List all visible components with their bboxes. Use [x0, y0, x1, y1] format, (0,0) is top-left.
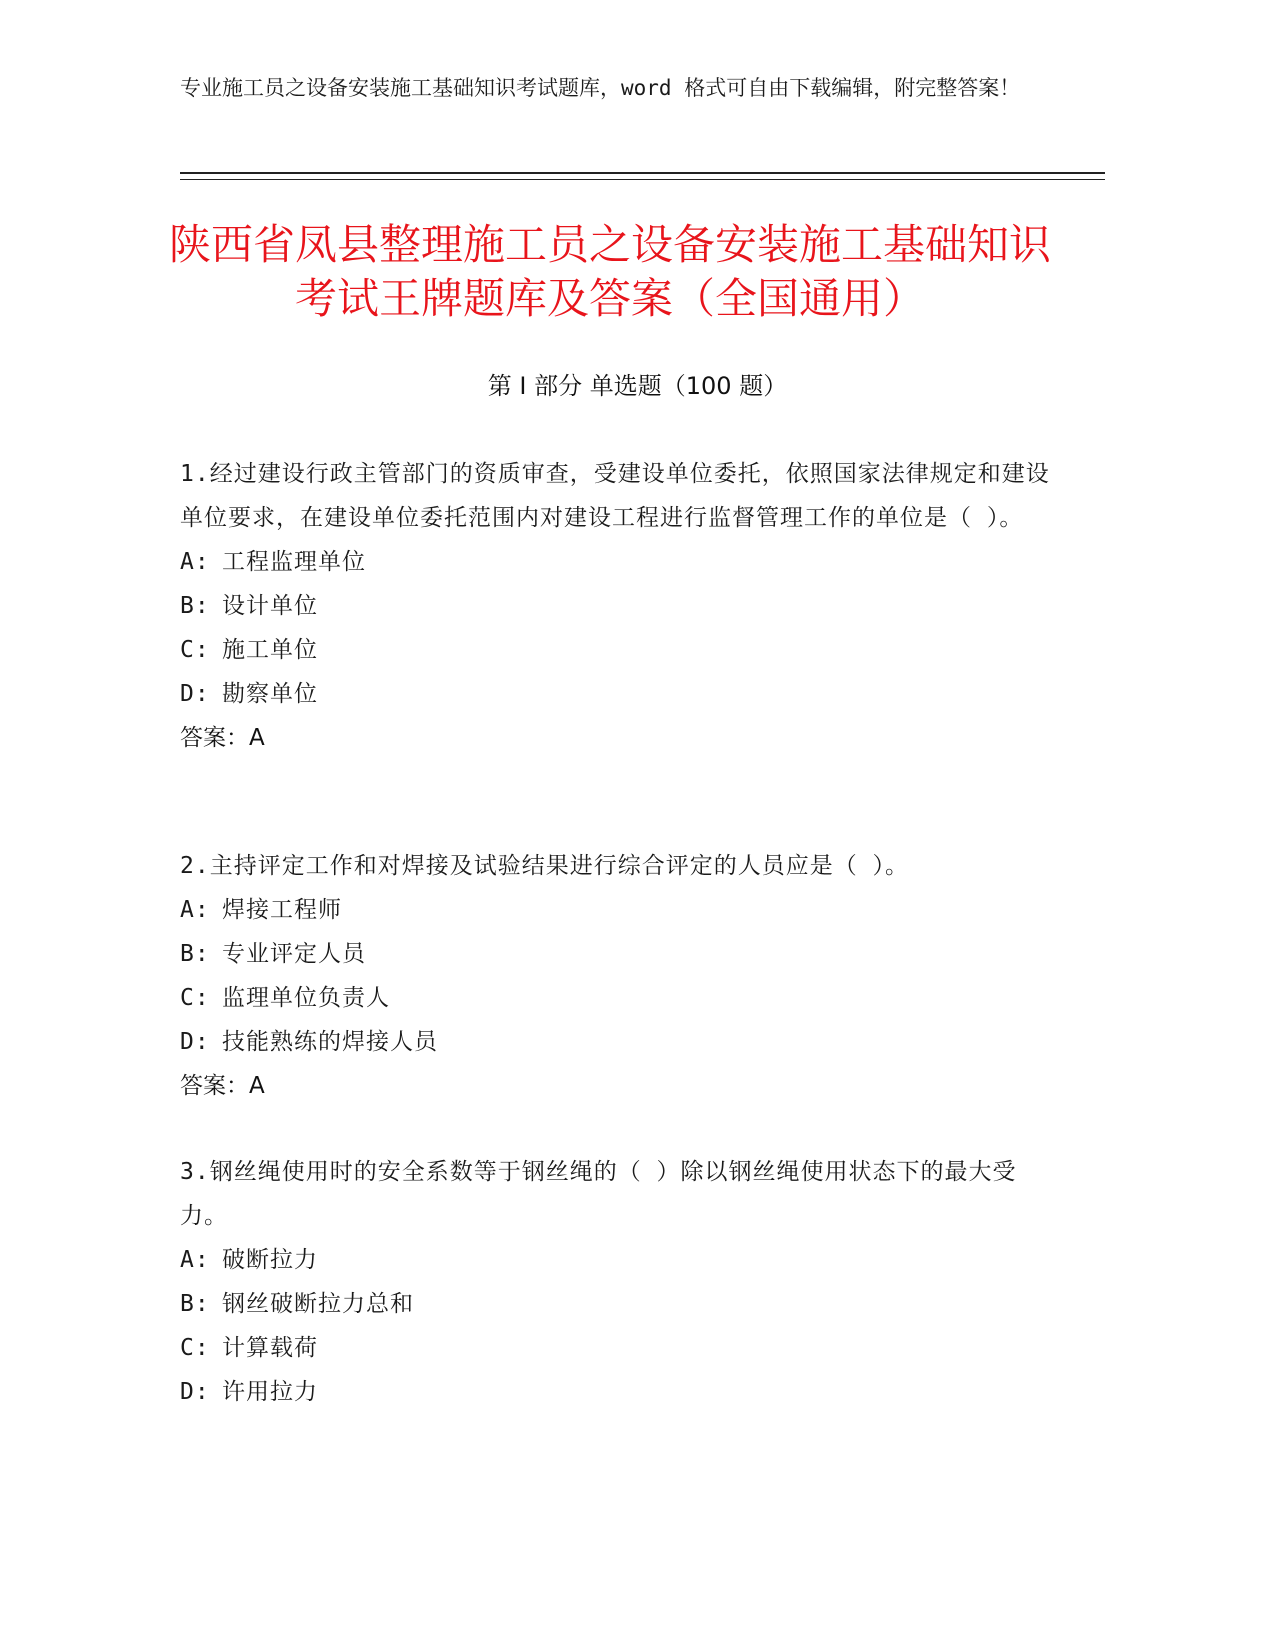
option-text: 专业评定人员: [222, 941, 366, 967]
option-letter: D:: [180, 1029, 210, 1055]
option-text: 钢丝破断拉力总和: [222, 1291, 414, 1317]
option-letter: B:: [180, 1291, 210, 1317]
header-divider-thick: [180, 172, 1105, 174]
option-c: [180, 628, 1060, 672]
option-text: 破断拉力: [222, 1247, 318, 1273]
answer-line: 答案：A: [180, 1073, 265, 1099]
option-d: [180, 1020, 1060, 1064]
option-letter: A:: [180, 1247, 210, 1273]
option-letter: D:: [180, 681, 210, 707]
option-a: [180, 540, 1060, 584]
option-letter: C:: [180, 985, 210, 1011]
option-letter: A:: [180, 897, 210, 923]
answer-line: 答案：A: [180, 725, 265, 751]
option-b: [180, 932, 1060, 976]
option-letter: C:: [180, 637, 210, 663]
option-c: [180, 1326, 1060, 1370]
option-a: [180, 1238, 1060, 1282]
option-letter: C:: [180, 1335, 210, 1361]
option-text: 勘察单位: [222, 681, 318, 707]
option-text: 监理单位负责人: [222, 985, 390, 1011]
option-d: [180, 1370, 1060, 1414]
question-stem: 1.经过建设行政主管部门的资质审查，受建设单位委托，依照国家法律规定和建设单位要求，在建设单位委托范围内对建设工程进行监督管理工作的单位是（ ）。: [180, 461, 1050, 531]
option-d: [180, 672, 1060, 716]
header-divider-thin: [180, 179, 1105, 180]
option-a: [180, 888, 1060, 932]
question-stem: 3.钢丝绳使用时的安全系数等于钢丝绳的（ ）除以钢丝绳使用状态下的最大受力。: [180, 1159, 1017, 1229]
option-letter: B:: [180, 941, 210, 967]
document-title: 陕西省凤县整理施工员之设备安装施工基础知识考试王牌题库及答案（全国通用）: [168, 220, 1051, 323]
option-text: 施工单位: [222, 637, 318, 663]
option-text: 许用拉力: [222, 1379, 318, 1405]
option-c: [180, 976, 1060, 1020]
section-title: 第 I 部分 单选题（100 题）: [487, 372, 788, 400]
option-text: 焊接工程师: [222, 897, 342, 923]
option-text: 设计单位: [222, 593, 318, 619]
option-b: [180, 584, 1060, 628]
question-stem: 2.主持评定工作和对焊接及试验结果进行综合评定的人员应是（ ）。: [180, 853, 910, 879]
option-b: [180, 1282, 1060, 1326]
question-3: [180, 1150, 1060, 1414]
option-text: 技能熟练的焊接人员: [222, 1029, 438, 1055]
option-letter: B:: [180, 593, 210, 619]
option-letter: D:: [180, 1379, 210, 1405]
option-letter: A:: [180, 549, 210, 575]
option-text: 工程监理单位: [222, 549, 366, 575]
question-2: [180, 844, 1060, 1108]
header-note: 专业施工员之设备安装施工基础知识考试题库，word 格式可自由下载编辑，附完整答案！: [180, 76, 1021, 100]
option-text: 计算载荷: [222, 1335, 318, 1361]
question-1: [180, 452, 1060, 760]
